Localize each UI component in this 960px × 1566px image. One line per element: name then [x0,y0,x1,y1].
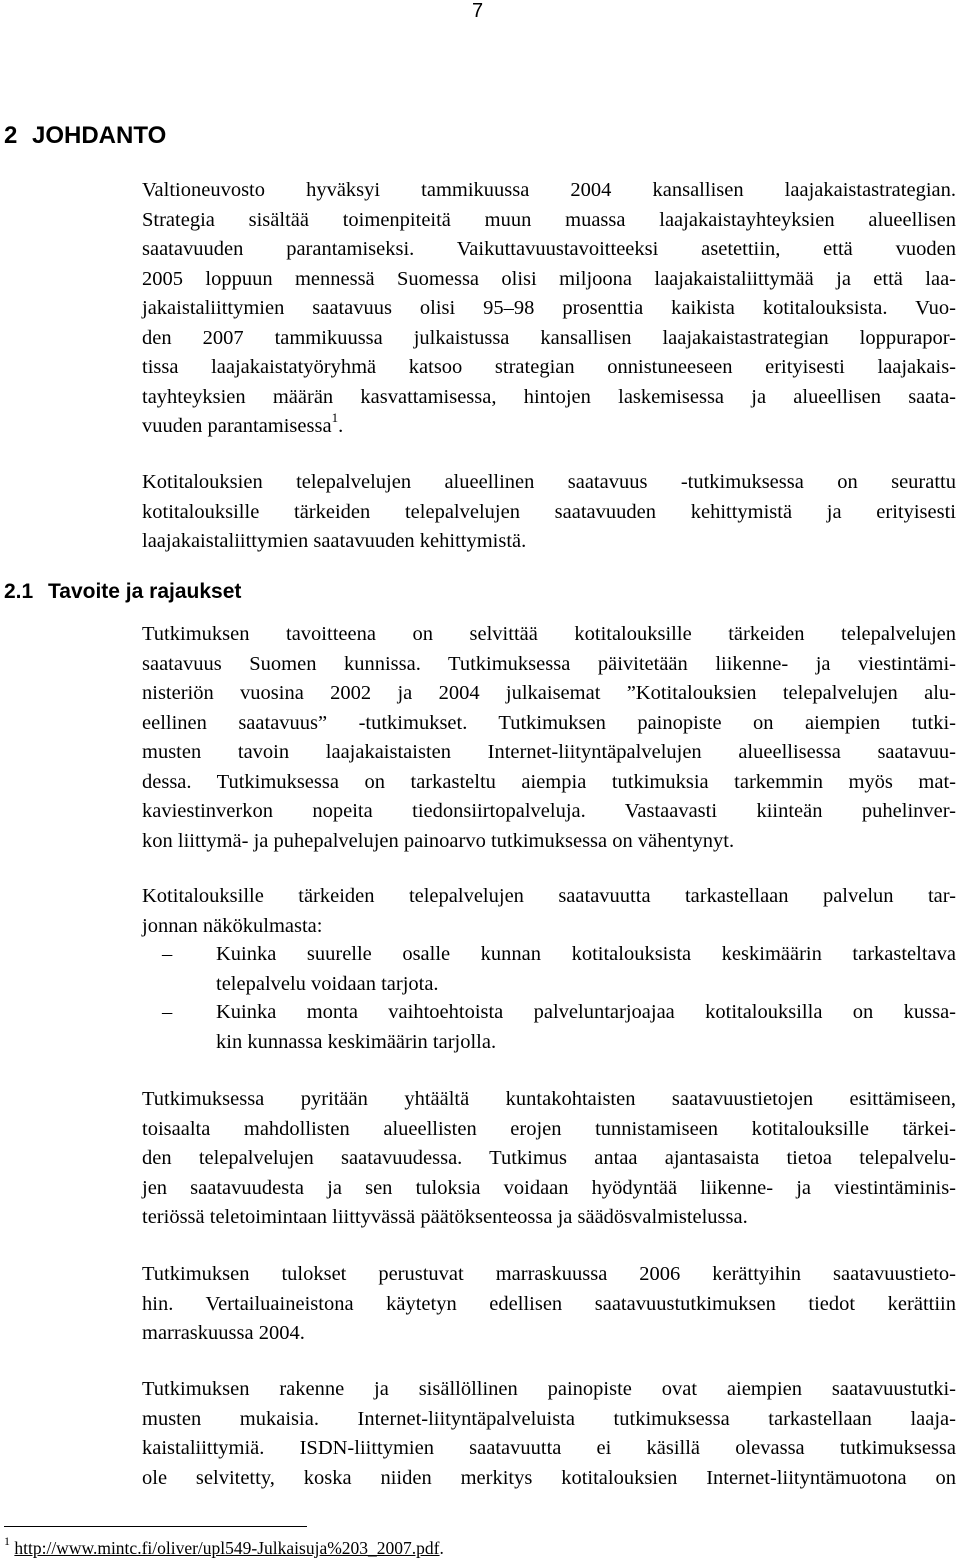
paragraph-line: laajakaistaliittymien saatavuuden kehittymistä. [142,530,527,552]
list-item-line: kin kunnassa keskimäärin tarjolla. [216,1030,497,1053]
paragraph-2 [142,468,956,557]
paragraph-line-text: vuuden parantamisessa [142,415,332,437]
paragraph-line: Tutkimuksessa pyritään yhtäältä kuntakohtaisten saatavuustietojen esittämiseen, [142,1088,956,1110]
paragraph-line: Kotitalouksille tärkeiden telepalvelujen saatavuutta tarkastellaan palvelun tar- [142,885,956,907]
chapter-title: JOHDANTO [32,122,167,149]
paragraph-line: 2005 loppuun mennessä Suomessa olisi miljoona laajakaistaliittymää ja että laa- [142,267,956,290]
paragraph-line: den telepalvelujen saatavuudessa. Tutkimus antaa ajantasaista tietoa telepalvelu- [142,1147,956,1169]
paragraph-line: marraskuussa 2004. [142,1322,305,1344]
list-item-line: Kuinka suurelle osalle kunnan kotitalouksista keskimäärin tarkasteltava [216,943,956,965]
paragraph-line: kotitalouksille tärkeiden telepalvelujen saatavuuden kehittymistä ja erityisesti [142,500,956,523]
paragraph-line: kon liittymä- ja puhepalvelujen painoarvo tutkimuksessa on vähentynyt. [142,829,735,852]
paragraph-line: nisteriön vuosina 2002 ja 2004 julkaisemat ”Kotitalouksien telepalvelujen alu- [142,682,956,704]
footnote-number: 1 [4,1534,10,1549]
paragraph-line: kaistaliittymiä. ISDN-liittymien saatavuutta ei käsillä olevassa tutkimuksessa [142,1437,956,1459]
paragraph-line: teriössä teletoimintaan liittyvässä päätöksenteossa ja säädösvalmistelussa. [142,1206,748,1228]
paragraph-3 [142,620,956,856]
paragraph-line: dessa. Tutkimuksessa on tarkasteltu aiempia tutkimuksia tarkemmin myös mat- [142,770,956,793]
paragraph-line: den 2007 tammikuussa julkaistussa kansallisen laajakaistastrategian loppurapor- [142,326,956,349]
paragraph-line: tayhteyksien määrän kasvattamisessa, hintojen laskemisessa ja alueellisen saata- [142,385,956,408]
section-number: 2.1 [4,580,34,603]
paragraph-line: Strategia sisältää toimenpiteitä muun muassa laajakaistayhteyksien alueellisen [142,208,956,231]
section-heading [4,580,241,604]
paragraph-line: tissa laajakaistatyöryhmä katsoo strategian onnistuneeseen erityisesti laajakais- [142,356,956,378]
section-title: Tavoite ja rajaukset [48,580,242,603]
paragraph-line: saatavuuden parantamiseksi. Vaikuttavuustavoitteeksi asetettiin, että vuoden [142,238,956,260]
paragraph-line: toisaalta mahdollisten alueellisten erojen tunnistamiseen kotitalouksille tärkei- [142,1117,956,1140]
list-item-line: Kuinka monta vaihtoehtoista palveluntarjoajaa kotitalouksilla on kussa- [216,1001,956,1023]
paragraph-line: Kotitalouksien telepalvelujen alueellinen saatavuus -tutkimuksessa on seurattu [142,471,956,493]
paragraph-6 [142,1260,956,1349]
paragraph-line: Tutkimuksen tulokset perustuvat marraskuussa 2006 kerättyihin saatavuustieto- [142,1263,956,1285]
paragraph-4 [142,882,956,941]
paragraph-7 [142,1375,956,1493]
paragraph-1 [142,176,956,442]
paragraph-line: kaviestinverkon nopeita tiedonsiirtopalveluja. Vastaavasti kiinteän puhelinver- [142,800,956,822]
paragraph-line: musten mukaisia. Internet-liityntäpalveluista tutkimuksessa tarkastellaan laaja- [142,1407,956,1430]
list-item-text [216,940,956,999]
dash-bullet: – [162,943,173,965]
paragraph-line [142,412,956,442]
list-item-line: telepalvelu voidaan tarjota. [216,972,439,995]
list-item [142,998,956,1057]
footnote-end: . [439,1538,444,1558]
paragraph-5 [142,1085,956,1233]
paragraph-line: jen saatavuudesta ja sen tuloksia voidaan hyödyntää liikenne- ja viestintäminis- [142,1176,956,1199]
footnote-link[interactable]: http://www.mintc.fi/oliver/upl549-Julkaisuja%203_2007.pdf [14,1538,440,1558]
paragraph-line: Tutkimuksen tavoitteena on selvittää kotitalouksille tärkeiden telepalvelujen [142,623,956,645]
dash-bullet: – [162,1001,173,1023]
paragraph-line: musten tavoin laajakaistaisten Internet-liityntäpalvelujen alueellisessa saatavuu- [142,741,956,763]
list-item-text [216,998,956,1057]
paragraph-line: hin. Vertailuaineistona käytetyn edellisen saatavuustutkimuksen tiedot kerättiin [142,1292,956,1315]
paragraph-line: jakaistaliittymien saatavuus olisi 95–98 prosenttia kaikista kotitalouksista. Vuo- [142,297,956,319]
footnote [4,1534,444,1559]
paragraph-line-end: . [338,415,344,437]
footnote-divider [4,1526,307,1527]
chapter-number: 2 [4,122,18,149]
chapter-heading [4,122,166,150]
list-item [142,940,956,999]
paragraph-line: Valtioneuvosto hyväksyi tammikuussa 2004 kansallisen laajakaistastrategian. [142,179,956,201]
page-number: 7 [472,0,484,22]
paragraph-line: eellinen saatavuus” -tutkimukset. Tutkimuksen painopiste on aiempien tutki- [142,711,956,734]
footnote-ref: 1 [331,410,339,426]
paragraph-line: Tutkimuksen rakenne ja sisällöllinen painopiste ovat aiempien saatavuustutki- [142,1378,956,1400]
paragraph-line: jonnan näkökulmasta: [142,914,323,937]
paragraph-line: saatavuus Suomen kunnissa. Tutkimuksessa päivitetään liikenne- ja viestintämi- [142,652,956,675]
paragraph-line: ole selvitetty, koska niiden merkitys kotitalouksien Internet-liityntämuotona on [142,1466,956,1489]
